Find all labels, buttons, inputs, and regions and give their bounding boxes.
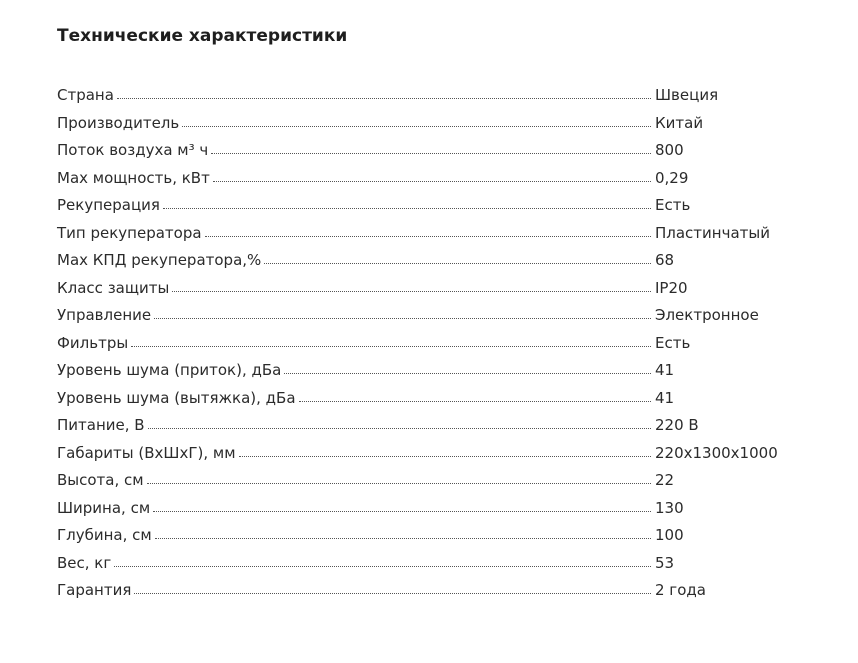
- spec-label: Питание, В: [57, 416, 145, 434]
- spec-label: Уровень шума (приток), дБа: [57, 361, 282, 379]
- spec-value: Швеция: [655, 86, 719, 104]
- spec-value: Электронное: [655, 306, 759, 324]
- dotted-leader: [211, 153, 651, 154]
- dotted-leader: [239, 456, 651, 457]
- spec-row-country: [57, 82, 797, 110]
- spec-row-control: [57, 302, 797, 330]
- dotted-leader: [148, 428, 651, 429]
- dotted-leader: [284, 373, 651, 374]
- spec-label: Класс защиты: [57, 278, 170, 297]
- spec-row-manufacturer: [57, 110, 797, 138]
- spec-row-recuperator-type: [57, 220, 797, 248]
- spec-value: 41: [655, 388, 675, 407]
- spec-value: 100: [655, 526, 684, 544]
- spec-row-max-power: [57, 165, 797, 193]
- spec-row-dimensions: [57, 440, 797, 468]
- spec-value: 41: [655, 361, 675, 379]
- spec-label: Производитель: [57, 113, 180, 132]
- spec-label: Глубина, см: [57, 526, 152, 544]
- spec-label: Max КПД рекуператора,%: [57, 251, 262, 269]
- spec-row-filters: [57, 330, 797, 358]
- dotted-leader: [114, 566, 651, 567]
- spec-row-airflow: [57, 137, 797, 165]
- dotted-leader: [155, 538, 651, 539]
- spec-value: Пластинчатый: [655, 223, 770, 242]
- dotted-leader: [299, 401, 651, 402]
- spec-value: Китай: [655, 113, 704, 132]
- spec-label: Ширина, см: [57, 498, 151, 517]
- spec-value: 22: [655, 471, 675, 489]
- dotted-leader: [205, 236, 651, 237]
- spec-row-recuperation: [57, 192, 797, 220]
- dotted-leader: [147, 483, 651, 484]
- spec-value: 53: [655, 553, 675, 572]
- spec-row-noise-exhaust: [57, 385, 797, 413]
- spec-row-height: [57, 467, 797, 495]
- dotted-leader: [117, 98, 651, 99]
- spec-label: Фильтры: [57, 333, 129, 352]
- spec-value: 2 года: [655, 581, 706, 599]
- spec-value: 220x1300x1000: [655, 443, 778, 462]
- spec-value: Есть: [655, 333, 691, 352]
- dotted-leader: [172, 291, 651, 292]
- spec-value: 68: [655, 251, 675, 269]
- spec-value: Есть: [655, 196, 691, 214]
- dotted-leader: [264, 263, 651, 264]
- section-title: Технические характеристики: [57, 26, 348, 46]
- spec-value: 220 В: [655, 416, 699, 434]
- spec-row-power-supply: [57, 412, 797, 440]
- spec-row-noise-supply: [57, 357, 797, 385]
- spec-row-warranty: [57, 577, 797, 605]
- spec-value: 0,29: [655, 168, 689, 187]
- dotted-leader: [163, 208, 651, 209]
- spec-label: Уровень шума (вытяжка), дБа: [57, 388, 296, 407]
- specifications-section: [57, 24, 797, 599]
- spec-value: 130: [655, 498, 684, 517]
- dotted-leader: [182, 126, 651, 127]
- dotted-leader: [154, 318, 651, 319]
- spec-label: Страна: [57, 86, 114, 104]
- spec-label: Рекуперация: [57, 196, 160, 214]
- specifications-list: [57, 82, 797, 605]
- spec-label: Управление: [57, 306, 152, 324]
- spec-row-recuperator-efficiency: [57, 247, 797, 275]
- spec-value: 800: [655, 141, 684, 159]
- spec-row-weight: [57, 550, 797, 578]
- dotted-leader: [153, 511, 651, 512]
- spec-row-depth: [57, 522, 797, 550]
- spec-row-protection-class: [57, 275, 797, 303]
- spec-label: Высота, см: [57, 471, 144, 489]
- dotted-leader: [131, 346, 651, 347]
- spec-label: Поток воздуха м³ ч: [57, 141, 209, 159]
- spec-label: Гарантия: [57, 581, 132, 599]
- spec-value: IP20: [655, 278, 688, 297]
- spec-label: Вес, кг: [57, 553, 112, 572]
- spec-row-width: [57, 495, 797, 523]
- spec-label: Max мощность, кВт: [57, 168, 210, 187]
- dotted-leader: [213, 181, 651, 182]
- spec-label: Тип рекуператора: [57, 223, 202, 242]
- dotted-leader: [134, 593, 651, 594]
- spec-label: Габариты (ВхШхГ), мм: [57, 443, 236, 462]
